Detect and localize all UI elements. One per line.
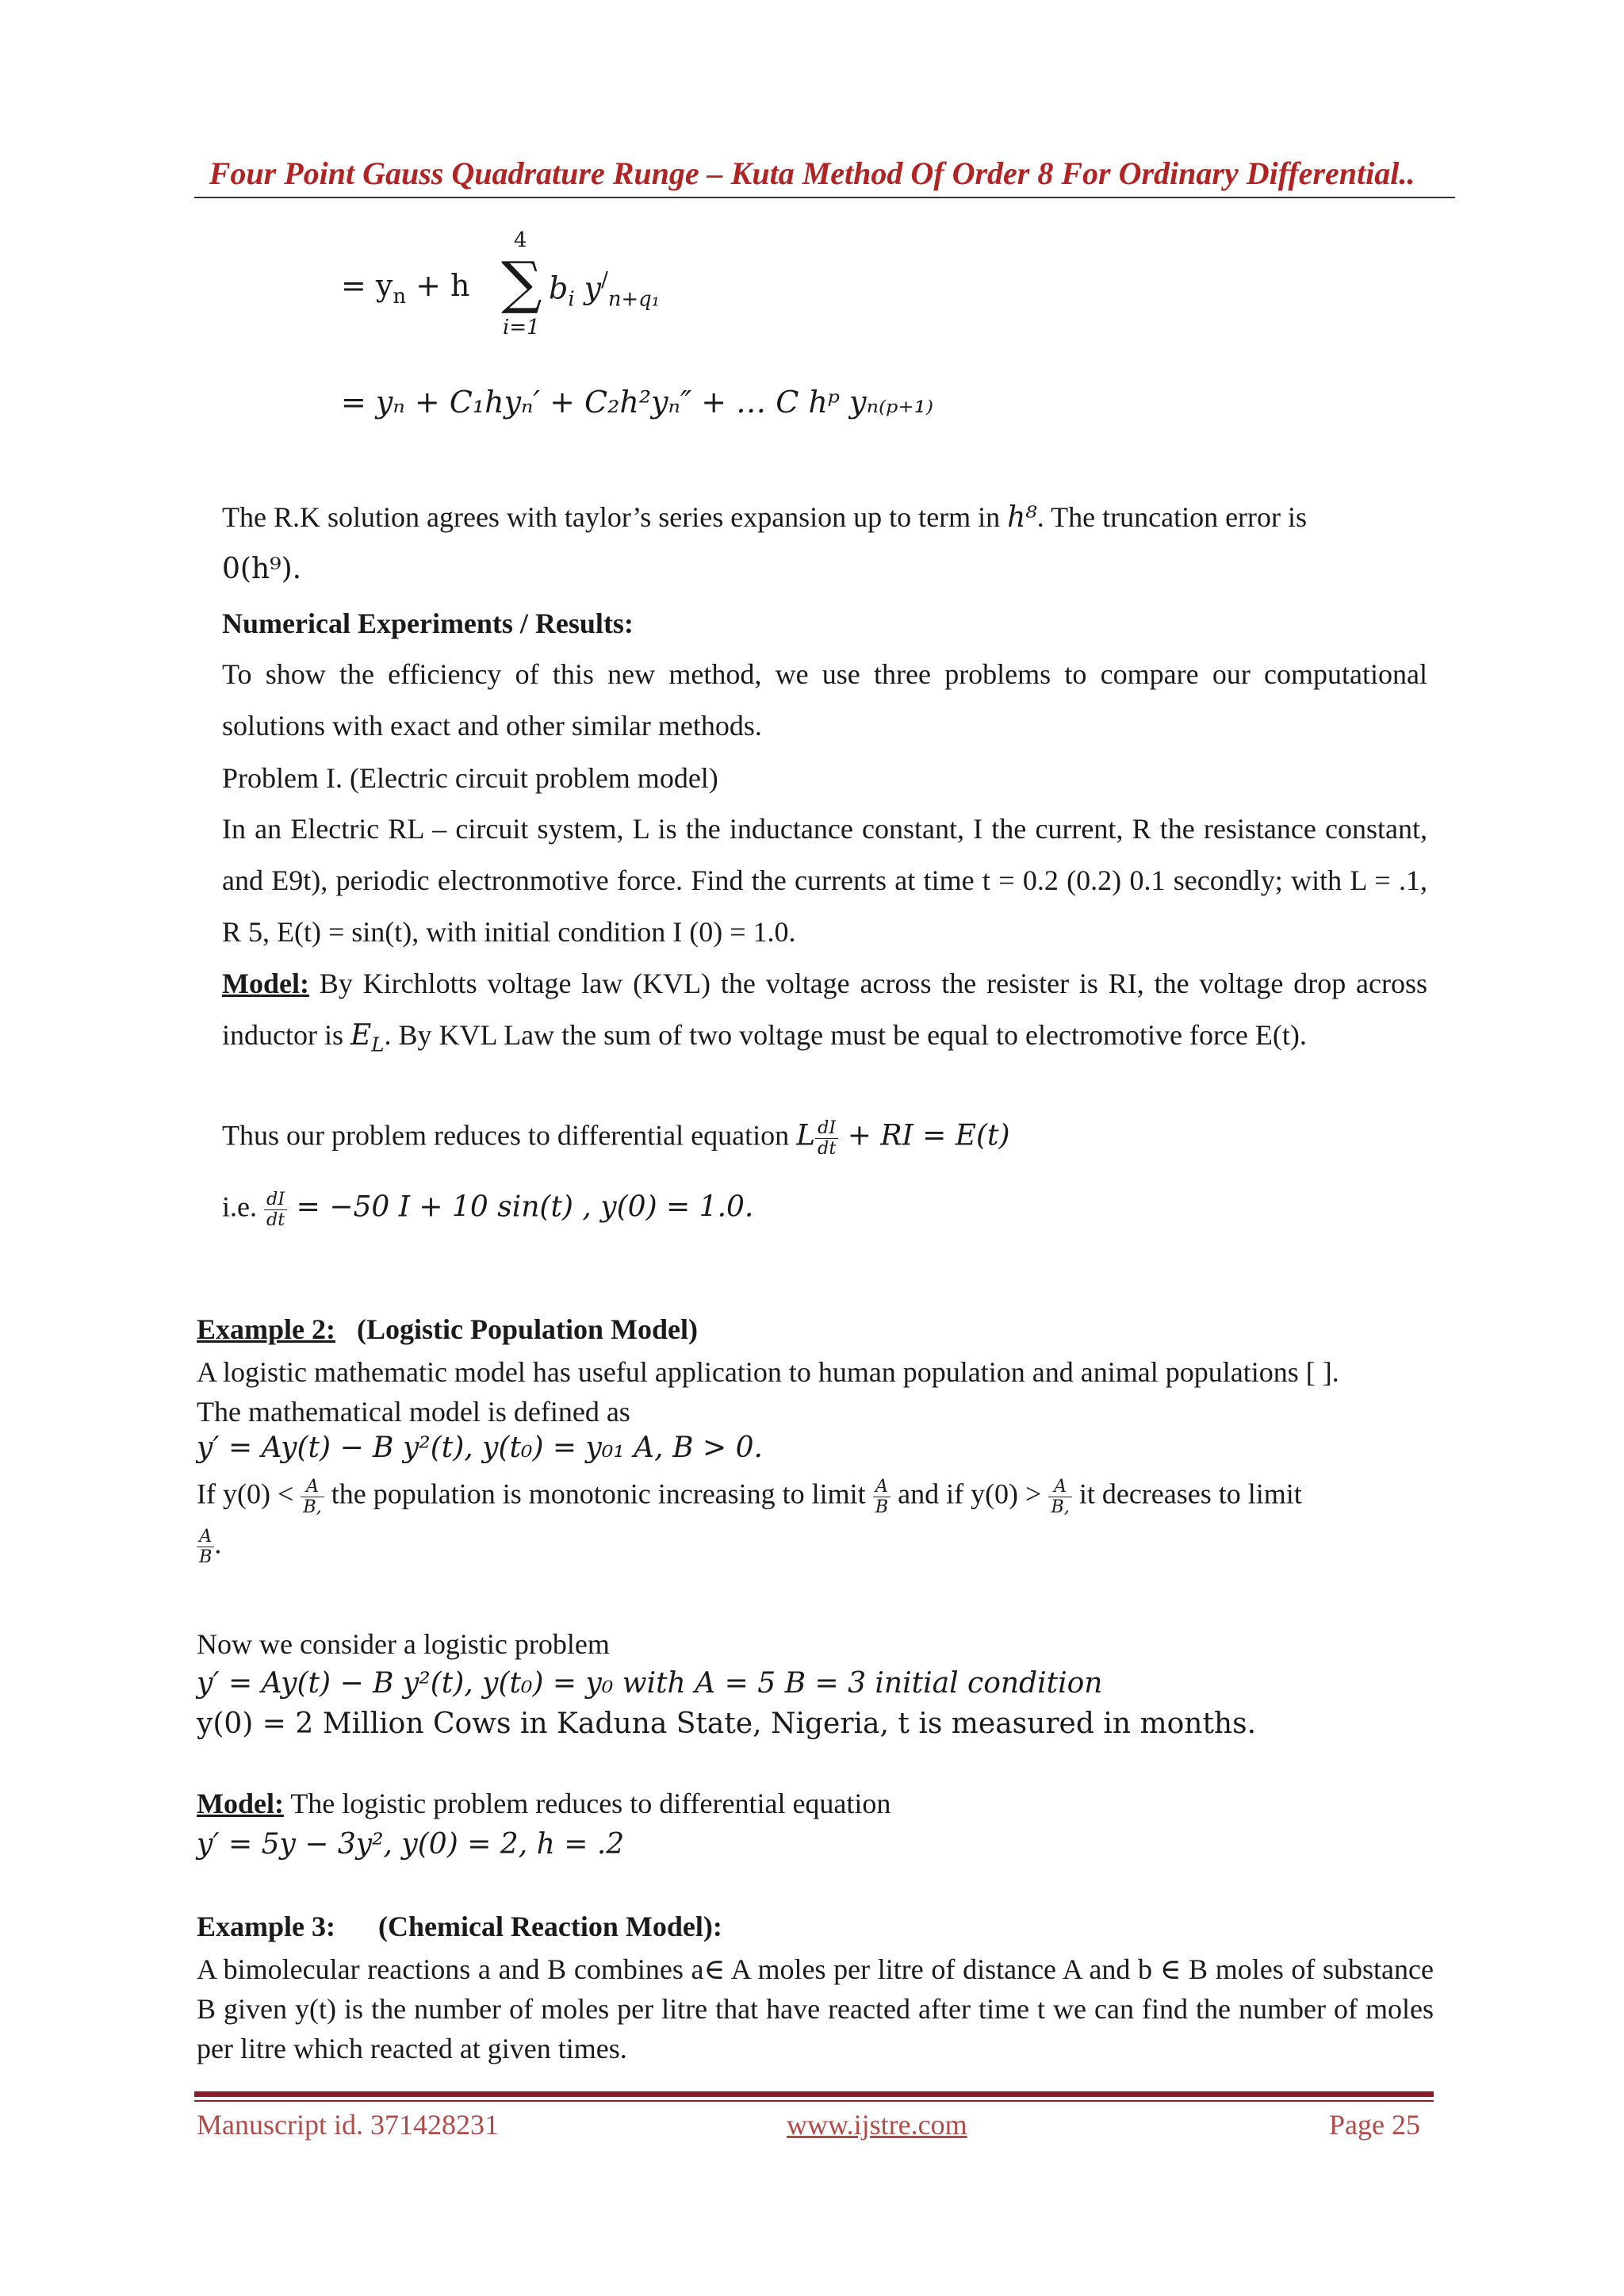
example2-if-line bbox=[197, 1477, 1302, 1516]
ie-text: i.e. bbox=[222, 1190, 264, 1223]
eq1-prefix-text: = y bbox=[341, 268, 393, 303]
rk-truncation: 0(h⁹). bbox=[222, 553, 302, 585]
equation-expansion: = yₙ + C₁hyₙ′ + C₂h²yₙ″ + … C hᵖ yₙ₍ₚ₊₁₎ bbox=[341, 385, 934, 420]
if-frac-1-num: A bbox=[301, 1477, 324, 1497]
thus-L: L bbox=[796, 1119, 816, 1152]
example2-label: Example 2: bbox=[197, 1313, 335, 1345]
if-frac-2-num: A bbox=[873, 1477, 891, 1497]
paragraph-efficiency: To show the efficiency of this new method, we use three problems to compare our computational solutions with exact and other similar methods. bbox=[222, 658, 1427, 742]
model1-text-a: By Kirchlotts voltage law (KVL) the voltage across the resister is RI, the voltage drop across inductor is bbox=[222, 968, 1427, 1051]
thus-frac-den: dt bbox=[818, 1137, 837, 1159]
ie-fraction bbox=[264, 1190, 287, 1229]
example2-equation-3: y(0) = 2 Million Cows in Kaduna State, Nigeria, t is measured in months. bbox=[197, 1708, 1257, 1740]
if-text-c: and if y(0) > bbox=[891, 1478, 1049, 1510]
example2-model-equation: y′ = 5y − 3y², y(0) = 2, h = .2 bbox=[197, 1828, 625, 1861]
footer-page-number: Page 25 bbox=[1329, 2109, 1420, 2141]
sum-top: 4 bbox=[514, 228, 527, 252]
equation-sum bbox=[341, 222, 896, 349]
if-frac-3 bbox=[1048, 1477, 1072, 1516]
eq1-sub-i: i bbox=[568, 287, 575, 312]
if-text-a: If y(0) < bbox=[197, 1478, 301, 1510]
example2-if-tail bbox=[197, 1527, 221, 1566]
if-text-d: it decreases to limit bbox=[1071, 1478, 1302, 1510]
eq1-b: b bbox=[549, 270, 569, 306]
example2-text1: A logistic mathematic model has useful application to human population and animal populations [ ]. bbox=[197, 1356, 1339, 1388]
if-frac-4 bbox=[197, 1527, 214, 1566]
example3-label: Example 3: bbox=[197, 1911, 335, 1942]
ie-rest: = −50 I + 10 sin(t) , y(0) = 1.0. bbox=[287, 1190, 754, 1224]
if-frac-2 bbox=[873, 1477, 891, 1516]
example3-heading bbox=[197, 1910, 722, 1943]
paragraph-rk bbox=[222, 492, 1427, 595]
example2-equation: y′ = Ay(t) − B y²(t), y(t₀) = y₀₁ A, B > 0. bbox=[197, 1432, 763, 1464]
eq1-term bbox=[549, 268, 660, 312]
example2-model-label: Model: bbox=[197, 1788, 284, 1819]
eq1-prefix bbox=[341, 268, 470, 309]
if-frac-2-den: B bbox=[875, 1496, 889, 1517]
if-frac-1 bbox=[301, 1477, 324, 1516]
footer-manuscript: Manuscript id. 371428231 bbox=[197, 2109, 499, 2141]
thus-frac-num: dI bbox=[815, 1118, 838, 1139]
example2-model bbox=[197, 1787, 891, 1820]
example2-title: (Logistic Population Model) bbox=[357, 1313, 698, 1345]
example3-title: (Chemical Reaction Model): bbox=[378, 1911, 722, 1942]
ie-frac-den: dt bbox=[266, 1209, 285, 1230]
thus-text: Thus our problem reduces to differential equation bbox=[222, 1119, 797, 1152]
rk-text-a: The R.K solution agrees with taylor’s series expansion up to term in bbox=[222, 501, 1008, 533]
model1-text-b: . By KVL Law the sum of two voltage must be equal to electromotive force E(t). bbox=[384, 1019, 1307, 1051]
eq1-sub-nq: n+q₁ bbox=[607, 287, 661, 312]
problem1-title: Problem I. (Electric circuit problem model) bbox=[222, 762, 718, 794]
if-text-b: the population is monotonic increasing to limit bbox=[324, 1478, 873, 1510]
example2-equation-2: y′ = Ay(t) − B y²(t), y(t₀) = y₀ with A = 5 B = 3 initial condition bbox=[197, 1667, 1103, 1700]
footer-site-link[interactable]: www.ijstre.com bbox=[787, 2109, 967, 2141]
thus-line bbox=[222, 1118, 1010, 1158]
if-frac-3-num: A bbox=[1048, 1477, 1072, 1497]
example2-text2: The mathematical model is defined as bbox=[197, 1396, 630, 1428]
if-frac-3-den: B, bbox=[1051, 1496, 1070, 1517]
eq1-sub-n: n bbox=[393, 285, 407, 309]
example2-heading bbox=[197, 1313, 698, 1346]
ie-line bbox=[222, 1190, 753, 1229]
if-tail-dot: . bbox=[214, 1527, 222, 1560]
running-head: Four Point Gauss Quadrature Runge – Kuta Method Of Order 8 For Ordinary Differential.. bbox=[209, 155, 1415, 191]
if-frac-1-den: B, bbox=[303, 1496, 322, 1517]
problem1-text: In an Electric RL – circuit system, L is the inductance constant, I the current, R the resistance constant, and E9t), periodic electronmotive force. Find the currents at time t = 0.2 (0.2) 0.1 secondly; with L = .1, R 5, E(t) = sin(t), with initial condition I (0) = 1.0. bbox=[222, 813, 1427, 948]
eq1-prime: / bbox=[601, 268, 608, 292]
example2-model-text: The logistic problem reduces to differential equation bbox=[283, 1788, 891, 1819]
header-rule bbox=[194, 197, 1455, 198]
example3-text: A bimolecular reactions a and B combines a∈ A moles per litre of distance A and b ∈ B moles of substance B given y(t) is the number of moles per litre that have reacted after time t we can find the number of moles per litre which reacted at given times. bbox=[197, 1953, 1434, 2064]
eq1-plus-h: + h bbox=[406, 268, 470, 303]
model1-el: $E_L$ bbox=[350, 1019, 385, 1056]
example2-consider: Now we consider a logistic problem bbox=[197, 1628, 610, 1660]
if-frac-4-den: B bbox=[199, 1546, 213, 1567]
footer-rule-thin bbox=[194, 2100, 1434, 2102]
sum-symbol: ∑ bbox=[501, 249, 542, 316]
thus-rest: + RI = E(t) bbox=[838, 1119, 1010, 1152]
eq1-y: y bbox=[574, 270, 602, 306]
section-heading: Numerical Experiments / Results: bbox=[222, 608, 634, 639]
model1-label: Model: bbox=[222, 968, 309, 999]
thus-fraction bbox=[815, 1118, 838, 1158]
footer-rule-thick bbox=[194, 2091, 1434, 2097]
model1-paragraph bbox=[222, 958, 1427, 1071]
sum-bottom: i=1 bbox=[503, 316, 540, 339]
if-frac-4-num: A bbox=[197, 1527, 214, 1547]
ie-frac-num: dI bbox=[264, 1190, 287, 1210]
rk-text-b: . The truncation error is bbox=[1036, 501, 1308, 533]
rk-h8: h⁸ bbox=[1007, 501, 1037, 534]
